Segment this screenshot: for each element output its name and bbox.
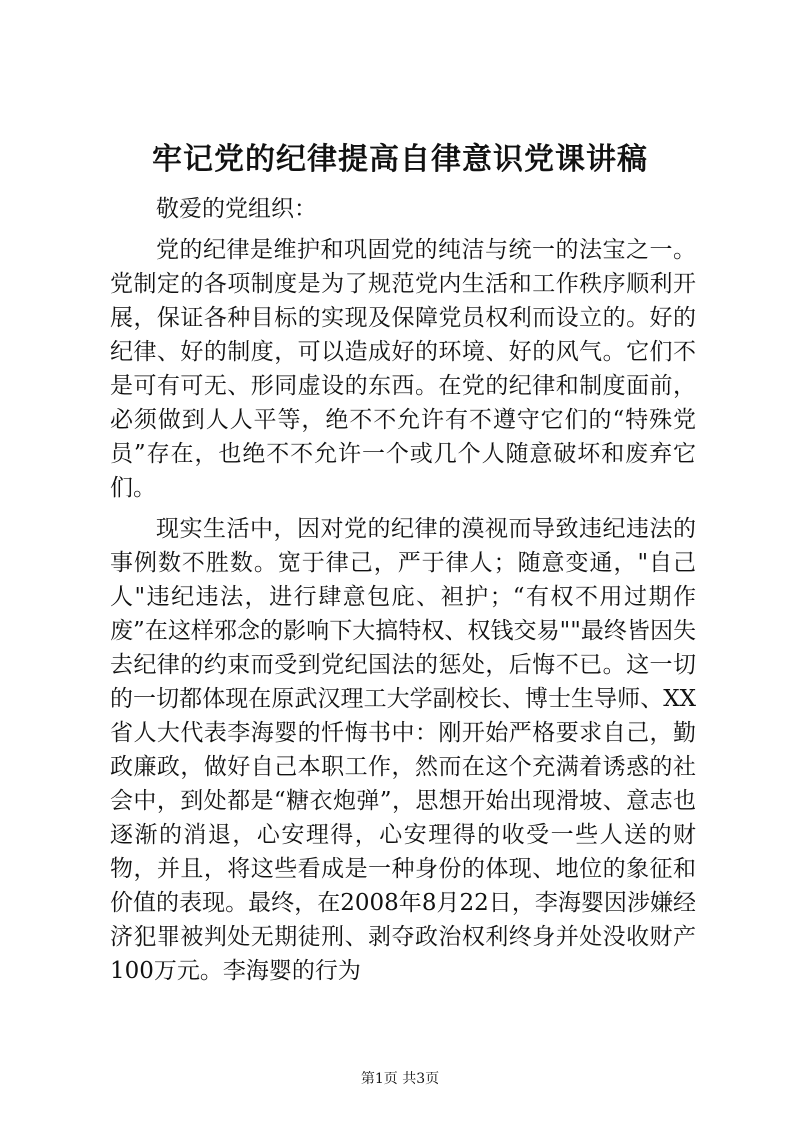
salutation: 敬爱的党组织： (156, 196, 317, 222)
document-title: 牢记党的纪律提高自律意识党课讲稿 (152, 142, 648, 177)
document-body (110, 192, 696, 995)
paragraph-1: 党的纪律是维护和巩固党的纯洁与统一的法宝之一。党制定的各项制度是为了规范党内生活和工作秩序顺利开展，保证各种目标的实现及保障党员权利而设立的。好的纪律、好的制度，可以造成好的环境、好的风气。它们不是可有可无、形同虚设的东西。在党的纪律和制度面前，必须做到人人平等，绝不不允许有不遵守它们的“特殊党员”存在，也绝不不允许一个或几个人随意破坏和废弃它们。 (110, 237, 696, 501)
paragraph-2: 现实生活中，因对党的纪律的漠视而导致违纪违法的事例数不胜数。宽于律己，严于律人；随意变通，"自己人"违纪违法，进行肆意包庇、袒护；“有权不用过期作废”在这样邪念的影响下大搞特权、权钱交易""最终皆因失去纪律的约束而受到党纪国法的惩处，后悔不已。这一切的一切都体现在原武汉理工大学副校长、博士生导师、XX省人大代表李海婴的忏悔书中：刚开始严格要求自己，勤政廉政，做好自己本职工作，然而在这个充满着诱惑的社会中，到处都是“糖衣炮弹”，思想开始出现滑坡、意志也逐渐的消退，心安理得，心安理得的收受一些人送的财物，并且，将这些看成是一种身份的体现、地位的象征和价值的表现。最终，在2008年8月22日，李海婴因涉嫌经济犯罪被判处无期徒刑、剥夺政治权利终身并处没收财产100万元。李海婴的行为 (110, 516, 696, 984)
page-footer: 第1页 共3页 (360, 1071, 440, 1087)
